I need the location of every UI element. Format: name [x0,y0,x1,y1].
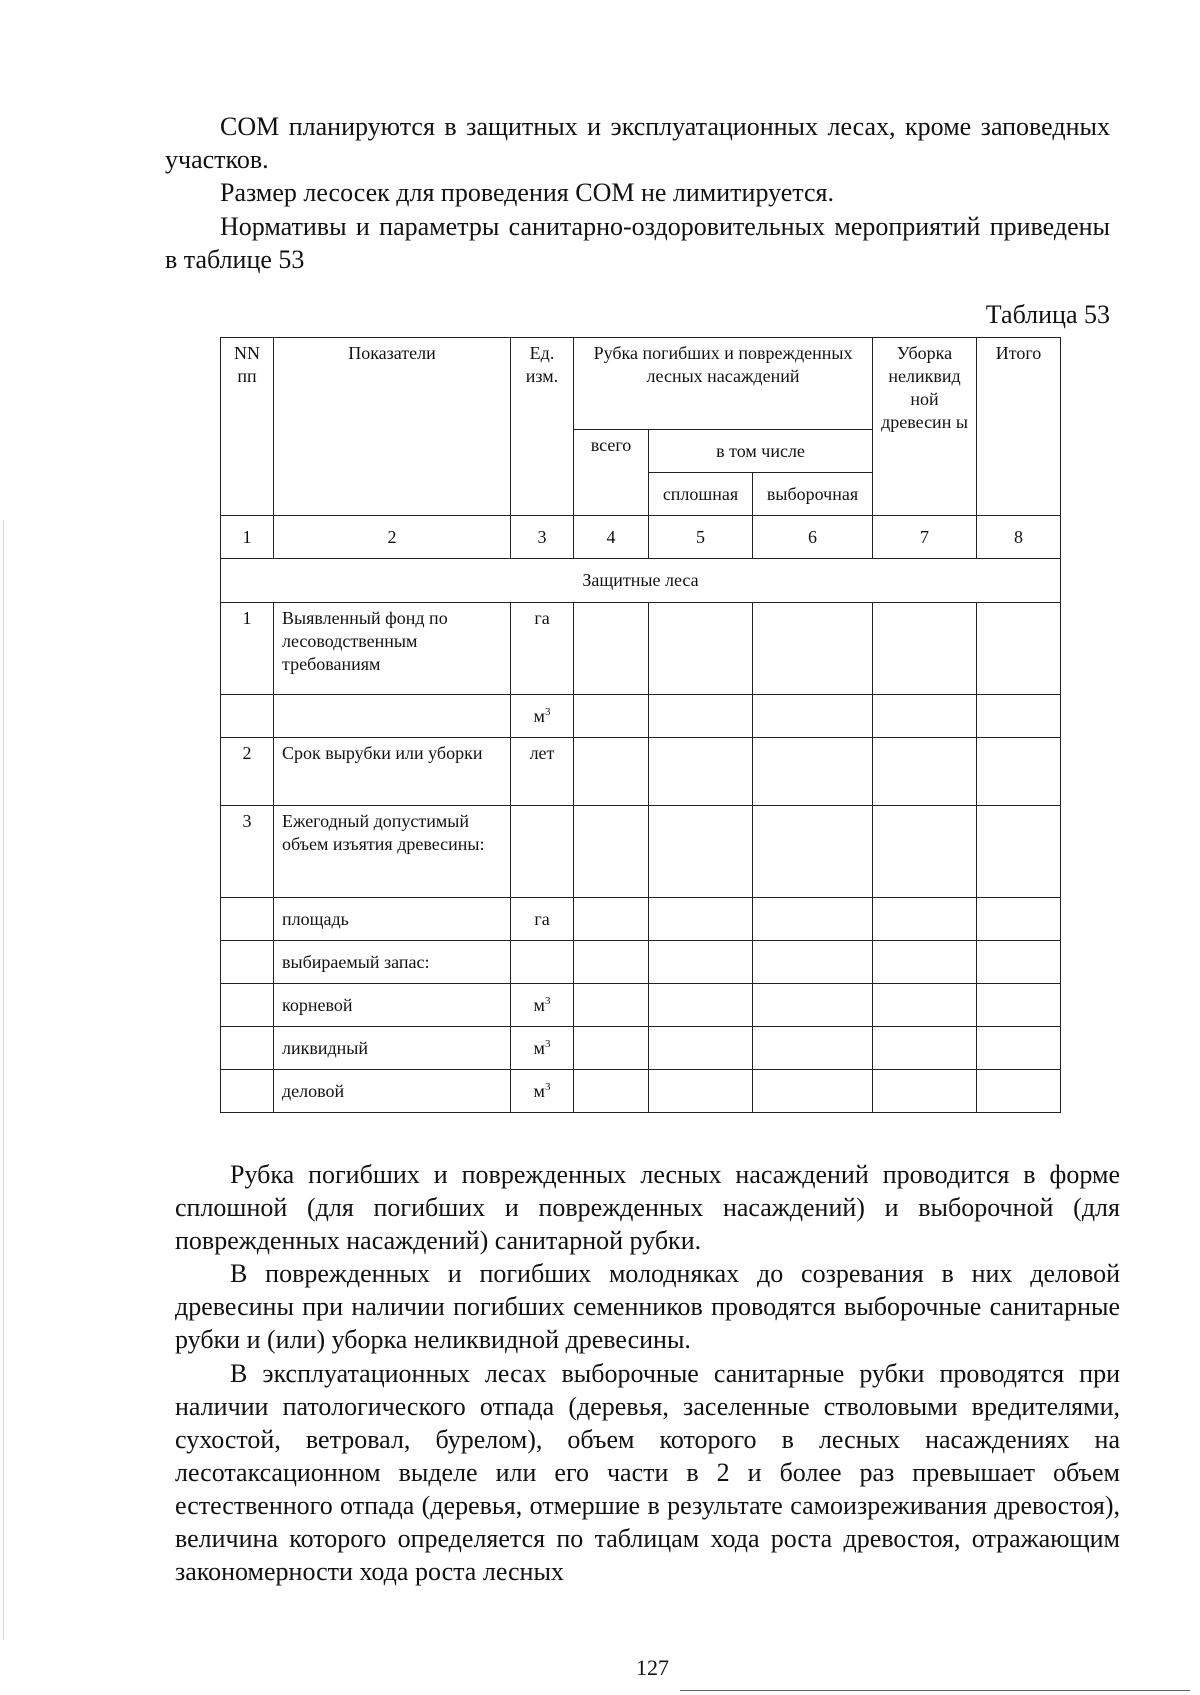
table-caption: Таблица 53 [985,300,1110,329]
empty-value-cell [574,603,649,695]
page-number: 127 [636,1655,669,1680]
header-cleanup: Уборка неликвид ной древесин ы [873,338,977,516]
empty-value-cell [977,1070,1061,1113]
column-number: 5 [649,516,753,559]
row-unit-superscript: 3 [544,705,551,718]
row-number: 1 [221,603,274,695]
empty-value-cell [649,898,753,941]
header-total: Итого [977,338,1061,516]
empty-value-cell [873,941,977,984]
empty-value-cell [574,695,649,738]
empty-value-cell [753,941,873,984]
row-label: площадь [274,898,511,941]
row-number: 2 [221,738,274,806]
column-number-row [221,516,1061,559]
empty-value-cell [753,1070,873,1113]
empty-value-cell [649,984,753,1027]
intro-paragraph-1: СОМ планируются в защитных и эксплуатационных лесах, кроме заповедных участков. [165,112,1110,174]
row-unit [511,738,574,806]
empty-value-cell [649,1027,753,1070]
table-row [221,898,1061,941]
norms-table [220,337,1061,1113]
empty-value-cell [574,1070,649,1113]
row-label: Срок вырубки или уборки [274,738,511,806]
empty-value-cell [977,898,1061,941]
body-paragraph-2: В поврежденных и погибших молодняках до созревания в них деловой древесины при наличии погибших семенников проводятся выборочные санитарные рубки и (или) уборка неликвидной древесины. [175,1259,1120,1354]
body-paragraph-1: Рубка погибших и поврежденных лесных насаждений проводится в форме сплошной (для погибших и поврежденных насаждений) и выборочной (для поврежденных насаждений) санитарной рубки. [175,1160,1120,1255]
row-label: выбираемый запас: [274,941,511,984]
empty-value-cell [574,806,649,898]
empty-value-cell [649,1070,753,1113]
empty-value-cell [753,695,873,738]
row-unit [511,941,574,984]
empty-value-cell [649,695,753,738]
empty-value-cell [574,738,649,806]
empty-value-cell [977,1027,1061,1070]
row-label [274,695,511,738]
empty-value-cell [753,806,873,898]
empty-value-cell [649,603,753,695]
column-number: 4 [574,516,649,559]
header-total-all: всего [574,430,649,516]
body-paragraph-3: В эксплуатационных лесах выборочные санитарные рубки проводятся при наличии патологического отпада (деревья, заселенные стволовыми вредителями, сухостой, ветровал, бурелом), объем которого в лесных насаждениях на лесотаксационном выделе или его части в 2 и более раз превышает объем естественного отпада (деревья, отмершие в результате самоизреживания древостоя), величина которого определяется по таблицам хода роста древостоя, отражающим закономерности хода роста лесных [175,1359,1120,1586]
row-unit-text: га [534,908,550,929]
table-body [221,338,1061,1113]
column-number: 1 [221,516,274,559]
row-unit-superscript: 3 [544,1080,551,1093]
empty-value-cell [574,1027,649,1070]
row-label: Выявленный фонд по лесоводственным требованиям [274,603,511,695]
table-row [221,738,1061,806]
header-indicators: Показатели [274,338,511,516]
empty-value-cell [977,695,1061,738]
empty-value-cell [649,738,753,806]
header-felling: Рубка погибших и поврежденных лесных насаждений [574,338,873,430]
row-unit [511,984,574,1027]
row-number [221,898,274,941]
empty-value-cell [873,695,977,738]
empty-value-cell [873,984,977,1027]
intro-paragraph-2: Размер лесосек для проведения СОМ не лимитируется. [220,178,834,207]
row-number [221,984,274,1027]
empty-value-cell [574,941,649,984]
footer-rule [680,1690,1190,1691]
empty-value-cell [574,984,649,1027]
empty-value-cell [977,603,1061,695]
row-unit [511,603,574,695]
row-number [221,1027,274,1070]
empty-value-cell [873,898,977,941]
empty-value-cell [977,941,1061,984]
empty-value-cell [873,1070,977,1113]
intro-paragraph-3: Нормативы и параметры санитарно-оздоровительных мероприятий приведены в таблице 53 [165,212,1110,274]
row-number [221,941,274,984]
scan-edge-line [3,520,4,1640]
row-number [221,1070,274,1113]
empty-value-cell [753,1027,873,1070]
row-unit [511,1070,574,1113]
row-unit-text: м [533,994,545,1015]
column-number: 8 [977,516,1061,559]
table-row [221,1027,1061,1070]
row-unit-superscript: 3 [544,994,551,1007]
table-row [221,695,1061,738]
empty-value-cell [753,603,873,695]
table-row [221,941,1061,984]
empty-value-cell [753,898,873,941]
empty-value-cell [753,984,873,1027]
row-unit-superscript: 3 [544,1037,551,1050]
row-unit [511,898,574,941]
empty-value-cell [873,806,977,898]
row-label: ликвидный [274,1027,511,1070]
empty-value-cell [753,738,873,806]
header-unit: Ед. изм. [511,338,574,516]
column-number: 3 [511,516,574,559]
empty-value-cell [873,738,977,806]
column-number: 6 [753,516,873,559]
empty-value-cell [977,738,1061,806]
column-number: 2 [274,516,511,559]
table-row [221,806,1061,898]
row-unit-text: м [533,1080,545,1101]
header-clear: сплошная [649,473,753,516]
table-row [221,1070,1061,1113]
row-unit-text: лет [529,743,555,763]
empty-value-cell [574,898,649,941]
row-number: 3 [221,806,274,898]
row-unit [511,1027,574,1070]
row-unit-text: га [534,608,550,628]
row-label: деловой [274,1070,511,1113]
row-label: Ежегодный допустимый объем изъятия древесины: [274,806,511,898]
column-number: 7 [873,516,977,559]
row-unit [511,806,574,898]
header-selective: выборочная [753,473,873,516]
row-unit-text: м [533,705,545,726]
empty-value-cell [873,1027,977,1070]
row-number [221,695,274,738]
empty-value-cell [873,603,977,695]
empty-value-cell [977,984,1061,1027]
section-title: Защитные леса [221,559,1061,603]
header-including: в том числе [649,430,873,473]
row-unit-text: м [533,1037,545,1058]
empty-value-cell [649,806,753,898]
empty-value-cell [977,806,1061,898]
table-row [221,984,1061,1027]
header-nn: NN пп [221,338,274,516]
row-label: корневой [274,984,511,1027]
table-row [221,603,1061,695]
empty-value-cell [649,941,753,984]
row-unit [511,695,574,738]
